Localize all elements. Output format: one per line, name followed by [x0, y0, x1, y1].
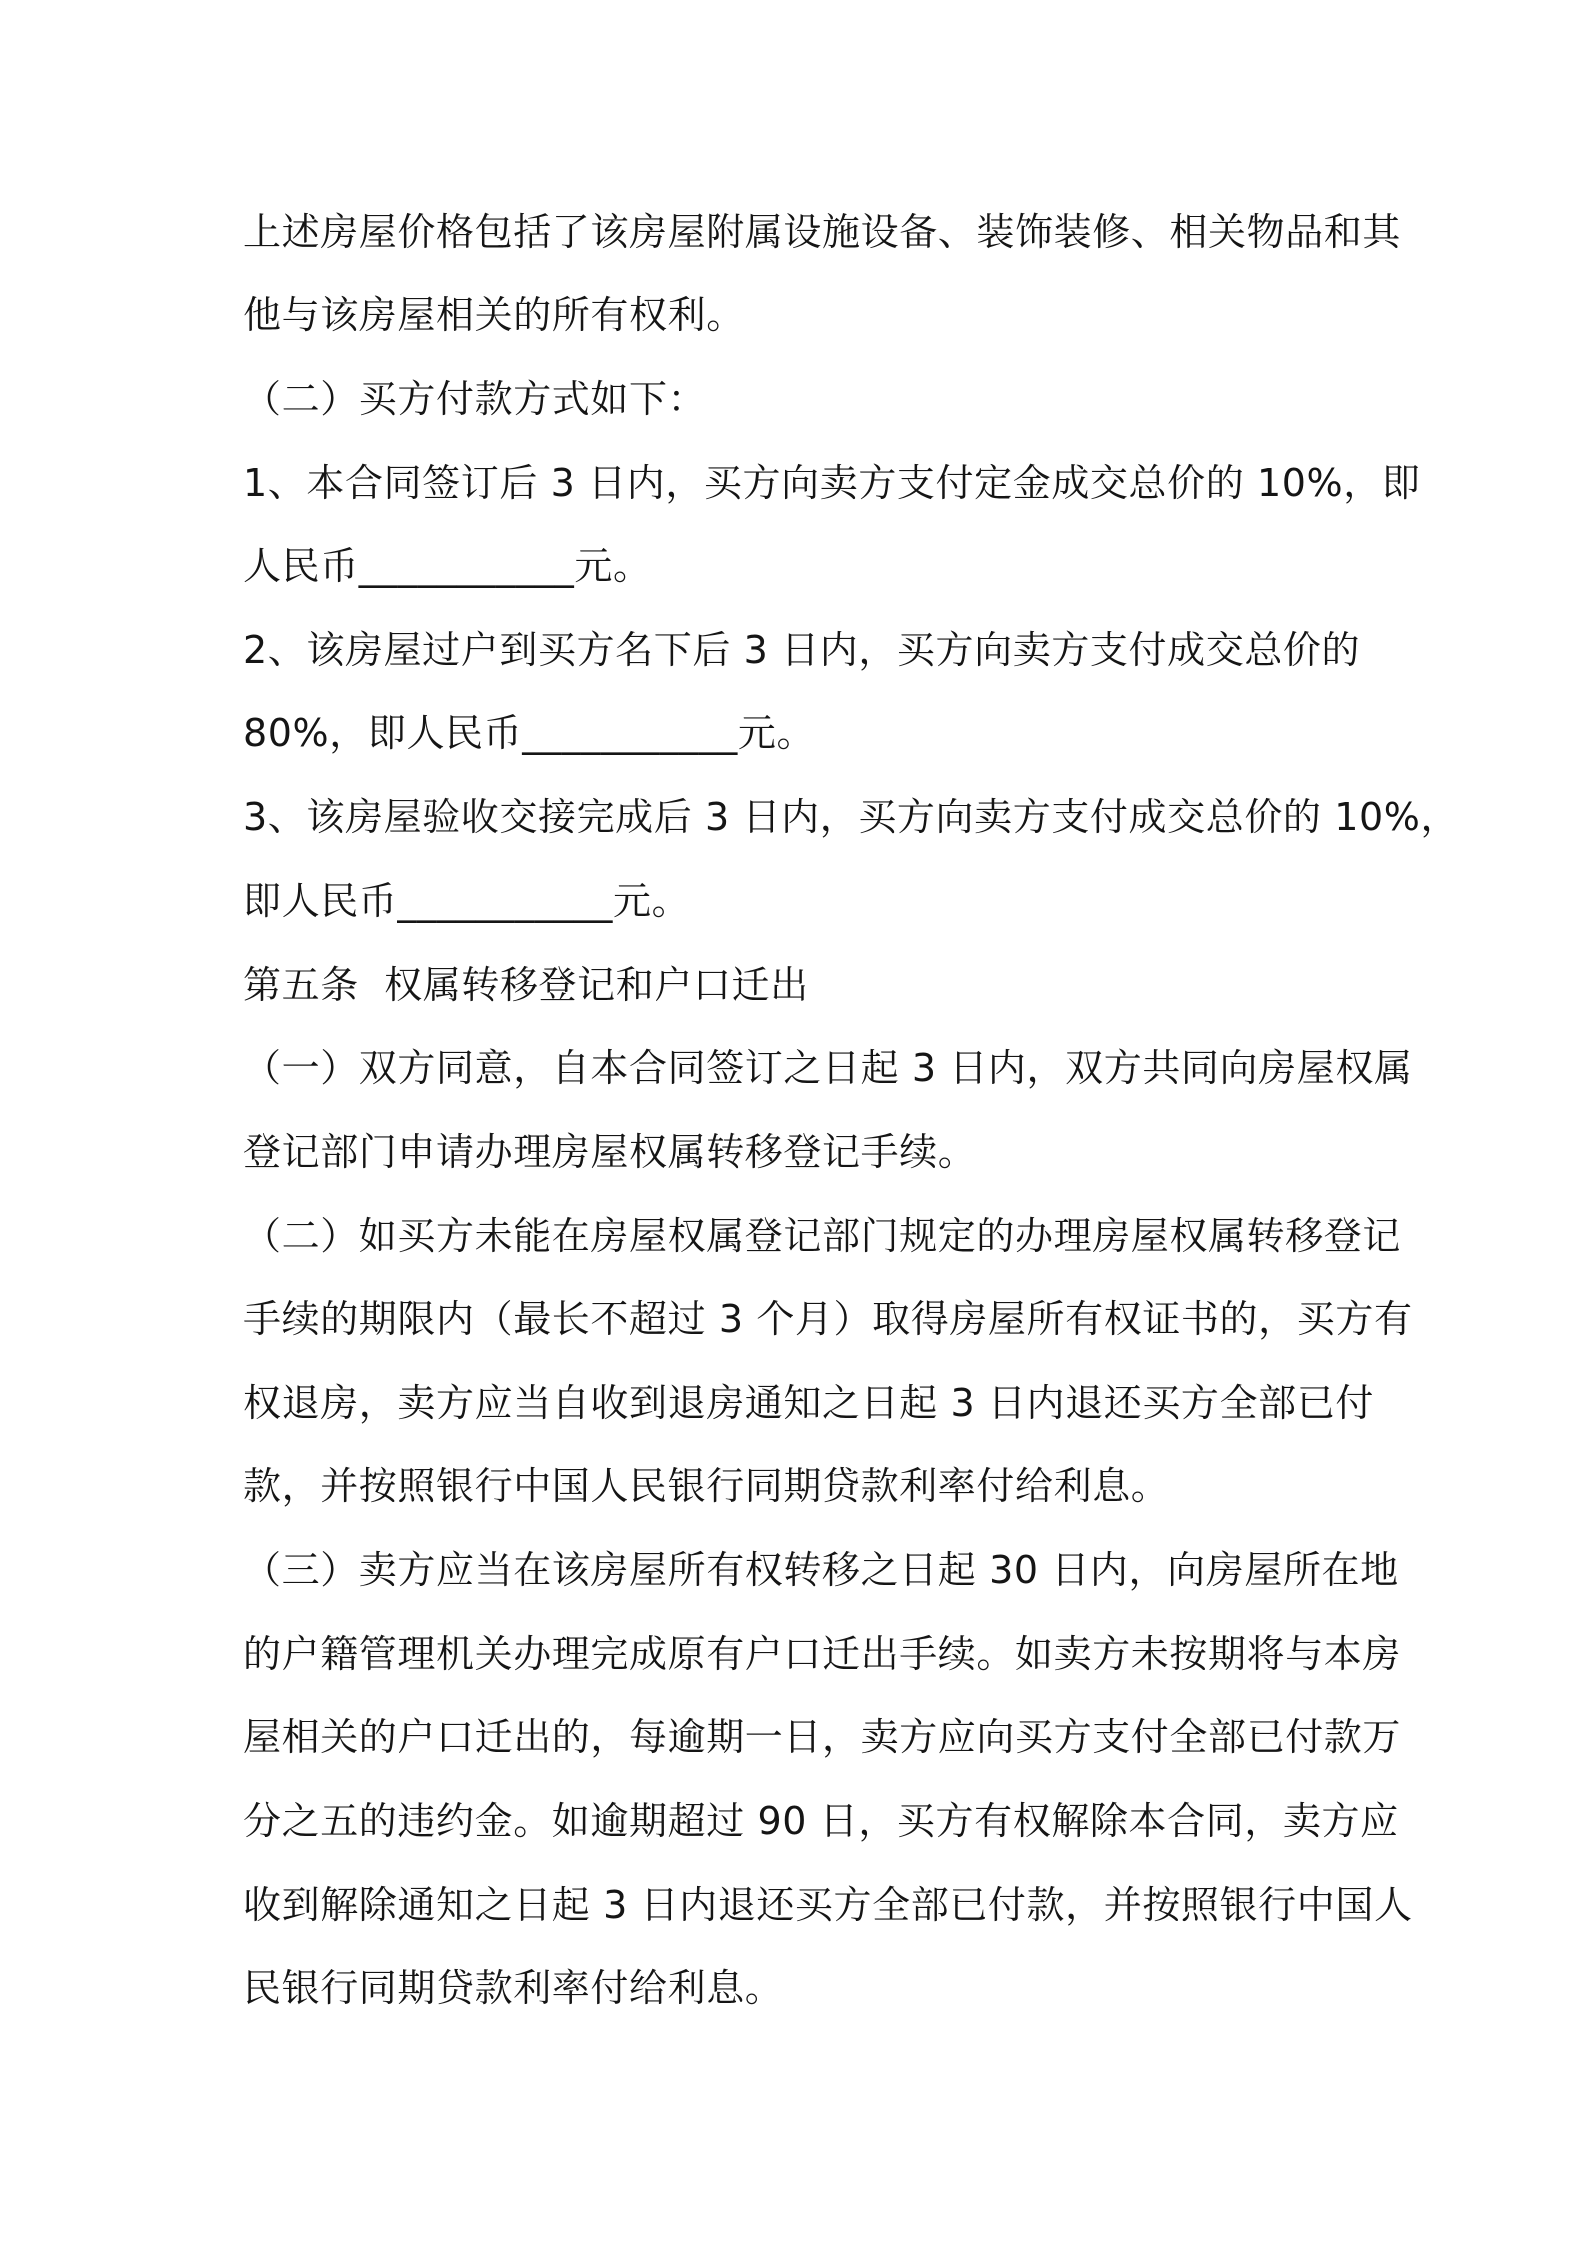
text-line: 人民币___________元。 — [243, 544, 652, 588]
text-line: （二）如买方未能在房屋权属登记部门规定的办理房屋权属转移登记 — [243, 1214, 1402, 1258]
section-heading: 第五条 权属转移登记和户口迁出 — [243, 963, 809, 1007]
text-line: 民银行同期贷款利率付给利息。 — [243, 1966, 784, 2010]
text-line: 分之五的违约金。如逾期超过 90 日，买方有权解除本合同，卖方应 — [243, 1799, 1399, 1843]
text-line: 他与该房屋相关的所有权利。 — [243, 293, 745, 337]
text-line: 上述房屋价格包括了该房屋附属设施设备、装饰装修、相关物品和其 — [243, 210, 1402, 254]
text-line: （一）双方同意，自本合同签订之日起 3 日内，双方共同向房屋权属 — [243, 1046, 1413, 1090]
text-line: 登记部门申请办理房屋权属转移登记手续。 — [243, 1130, 977, 1174]
text-line: 权退房，卖方应当自收到退房通知之日起 3 日内退还买方全部已付 — [243, 1381, 1374, 1425]
text-line: 1、本合同签订后 3 日内，买方向卖方支付定金成交总价的 10%，即 — [243, 461, 1421, 505]
text-line: 屋相关的户口迁出的，每逾期一日，卖方应向买方支付全部已付款万 — [243, 1715, 1402, 1759]
text-line: （二）买方付款方式如下： — [243, 377, 707, 421]
text-line: 收到解除通知之日起 3 日内退还买方全部已付款，并按照银行中国人 — [243, 1883, 1413, 1927]
text-line: 80%，即人民币___________元。 — [243, 711, 816, 755]
text-line: 3、该房屋验收交接完成后 3 日内，买方向卖方支付成交总价的 10%， — [243, 795, 1460, 839]
text-line: （三）卖方应当在该房屋所有权转移之日起 30 日内，向房屋所在地 — [243, 1548, 1399, 1592]
text-line: 款，并按照银行中国人民银行同期贷款利率付给利息。 — [243, 1464, 1170, 1508]
text-line: 手续的期限内（最长不超过 3 个月）取得房屋所有权证书的，买方有 — [243, 1297, 1413, 1341]
text-line: 的户籍管理机关办理完成原有户口迁出手续。如卖方未按期将与本房 — [243, 1632, 1402, 1676]
text-line: 2、该房屋过户到买方名下后 3 日内，买方向卖方支付成交总价的 — [243, 628, 1361, 672]
text-line: 即人民币___________元。 — [243, 879, 691, 923]
